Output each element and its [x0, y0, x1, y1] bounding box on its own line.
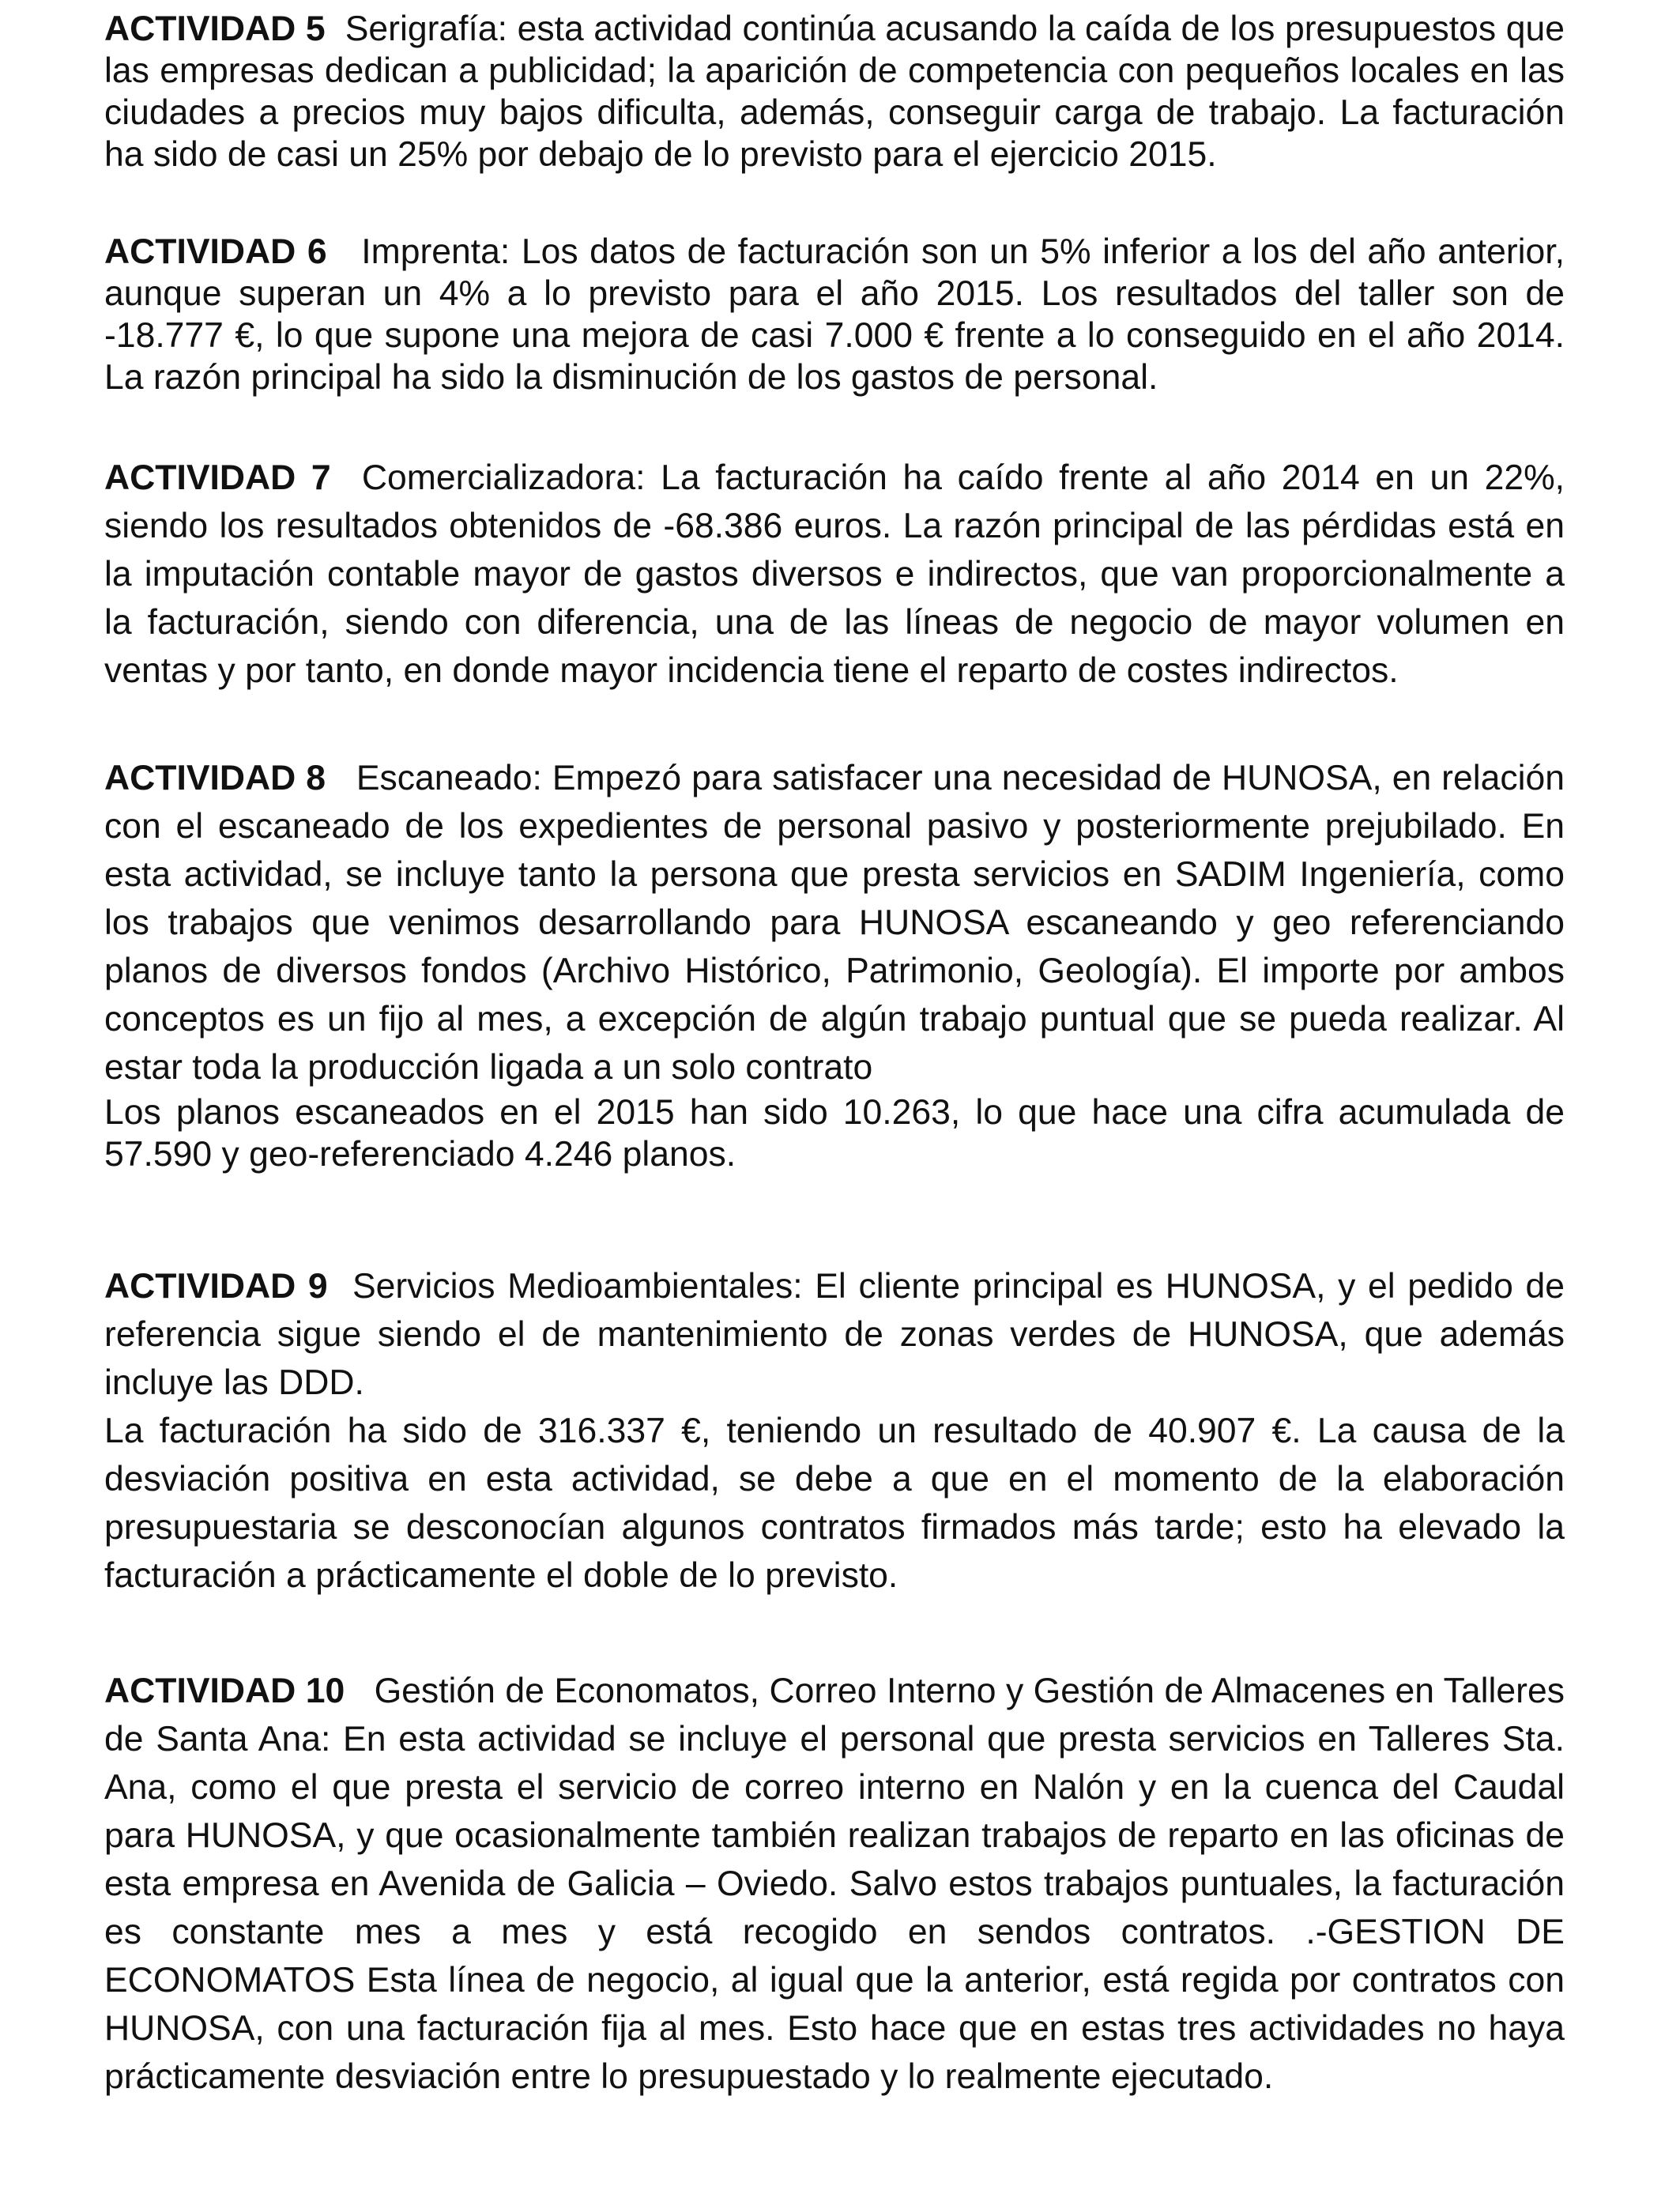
section-actividad-7	[104, 454, 1565, 695]
section-text: Comercializadora: La facturación ha caído frente al año 2014 en un 22%, siendo los resultados obtenidos de -68.386 euros. La razón principal de las pérdidas está en la imputación contable mayor de gastos diversos e indirectos, que van proporcionalmente a la facturación, siendo con diferencia, una de las líneas de negocio de mayor volumen en ventas y por tanto, en donde mayor incidencia tiene el reparto de costes indirectos.	[104, 458, 1565, 690]
section-actividad-9	[104, 1262, 1565, 1600]
section-text: Serigrafía: esta actividad continúa acusando la caída de los presupuestos que las empresas dedican a publicidad; la aparición de competencia con pequeños locales en las ciudades a precios muy bajos dificulta, además, conseguir carga de trabajo. La facturación ha sido de casi un 25% por debajo de lo previsto para el ejercicio 2015.	[104, 9, 1565, 174]
paragraph	[104, 8, 1565, 175]
paragraph: Los planos escaneados en el 2015 han sido 10.263, lo que hace una cifra acumulada de 57.590 y geo-referenciado 4.246 planos.	[104, 1093, 1565, 1174]
paragraph	[104, 231, 1565, 398]
section-actividad-6	[104, 231, 1565, 398]
section-actividad-10	[104, 1667, 1565, 2101]
paragraph	[104, 454, 1565, 695]
section-text: Imprenta: Los datos de facturación son un 5% inferior a los del año anterior, aunque superan un 4% a lo previsto para el año 2015. Los resultados del taller son de -18.777 €, lo que supone una mejora de casi 7.000 € frente a lo conseguido en el año 2014. La razón principal ha sido la disminución de los gastos de personal.	[104, 232, 1565, 397]
paragraph	[104, 1262, 1565, 1407]
section-heading: ACTIVIDAD 5	[104, 9, 326, 48]
section-heading: ACTIVIDAD 8	[104, 759, 326, 797]
paragraph	[104, 1667, 1565, 2101]
section-heading: ACTIVIDAD 6	[104, 232, 327, 271]
paragraph: La facturación ha sido de 316.337 €, teniendo un resultado de 40.907 €. La causa de la desviación positiva en esta actividad, se debe a que en el momento de la elaboración presupuestaria se desconocían algunos contratos firmados más tarde; esto ha elevado la facturación a prácticamente el doble de lo previsto.	[104, 1412, 1565, 1595]
section-heading: ACTIVIDAD 7	[104, 458, 331, 497]
section-text: Escaneado: Empezó para satisfacer una necesidad de HUNOSA, en relación con el escaneado de los expedientes de personal pasivo y posteriormente prejubilado. En esta actividad, se incluye tanto la persona que presta servicios en SADIM Ingeniería, como los trabajos que venimos desarrollando para HUNOSA escaneando y geo referenciando planos de diversos fondos (Archivo Histórico, Patrimonio, Geología). El importe por ambos conceptos es un fijo al mes, a excepción de algún trabajo puntual que se pueda realizar. Al estar toda la producción ligada a un solo contrato	[104, 759, 1565, 1087]
section-actividad-5	[104, 8, 1565, 175]
section-heading: ACTIVIDAD 10	[104, 1672, 345, 1710]
document-page	[104, 8, 1565, 2101]
paragraph	[104, 754, 1565, 1091]
section-actividad-8	[104, 754, 1565, 1175]
section-heading: ACTIVIDAD 9	[104, 1267, 328, 1306]
section-text: Servicios Medioambientales: El cliente principal es HUNOSA, y el pedido de referencia sigue siendo el de mantenimiento de zonas verdes de HUNOSA, que además incluye las DDD.	[104, 1267, 1565, 1402]
section-text: Gestión de Economatos, Correo Interno y Gestión de Almacenes en Talleres de Santa Ana: En esta actividad se incluye el personal que presta servicios en Talleres Sta. Ana, como el que presta el servicio de correo interno en Nalón y en la cuenca del Caudal para HUNOSA, y que ocasionalmente también realizan trabajos de reparto en las oficinas de esta empresa en Avenida de Galicia – Oviedo. Salvo estos trabajos puntuales, la facturación es constante mes a mes y está recogido en sendos contratos. .-GESTION DE ECONOMATOS Esta línea de negocio, al igual que la anterior, está regida por contratos con HUNOSA, con una facturación fija al mes. Esto hace que en estas tres actividades no haya prácticamente desviación entre lo presupuestado y lo realmente ejecutado.	[104, 1672, 1565, 2096]
